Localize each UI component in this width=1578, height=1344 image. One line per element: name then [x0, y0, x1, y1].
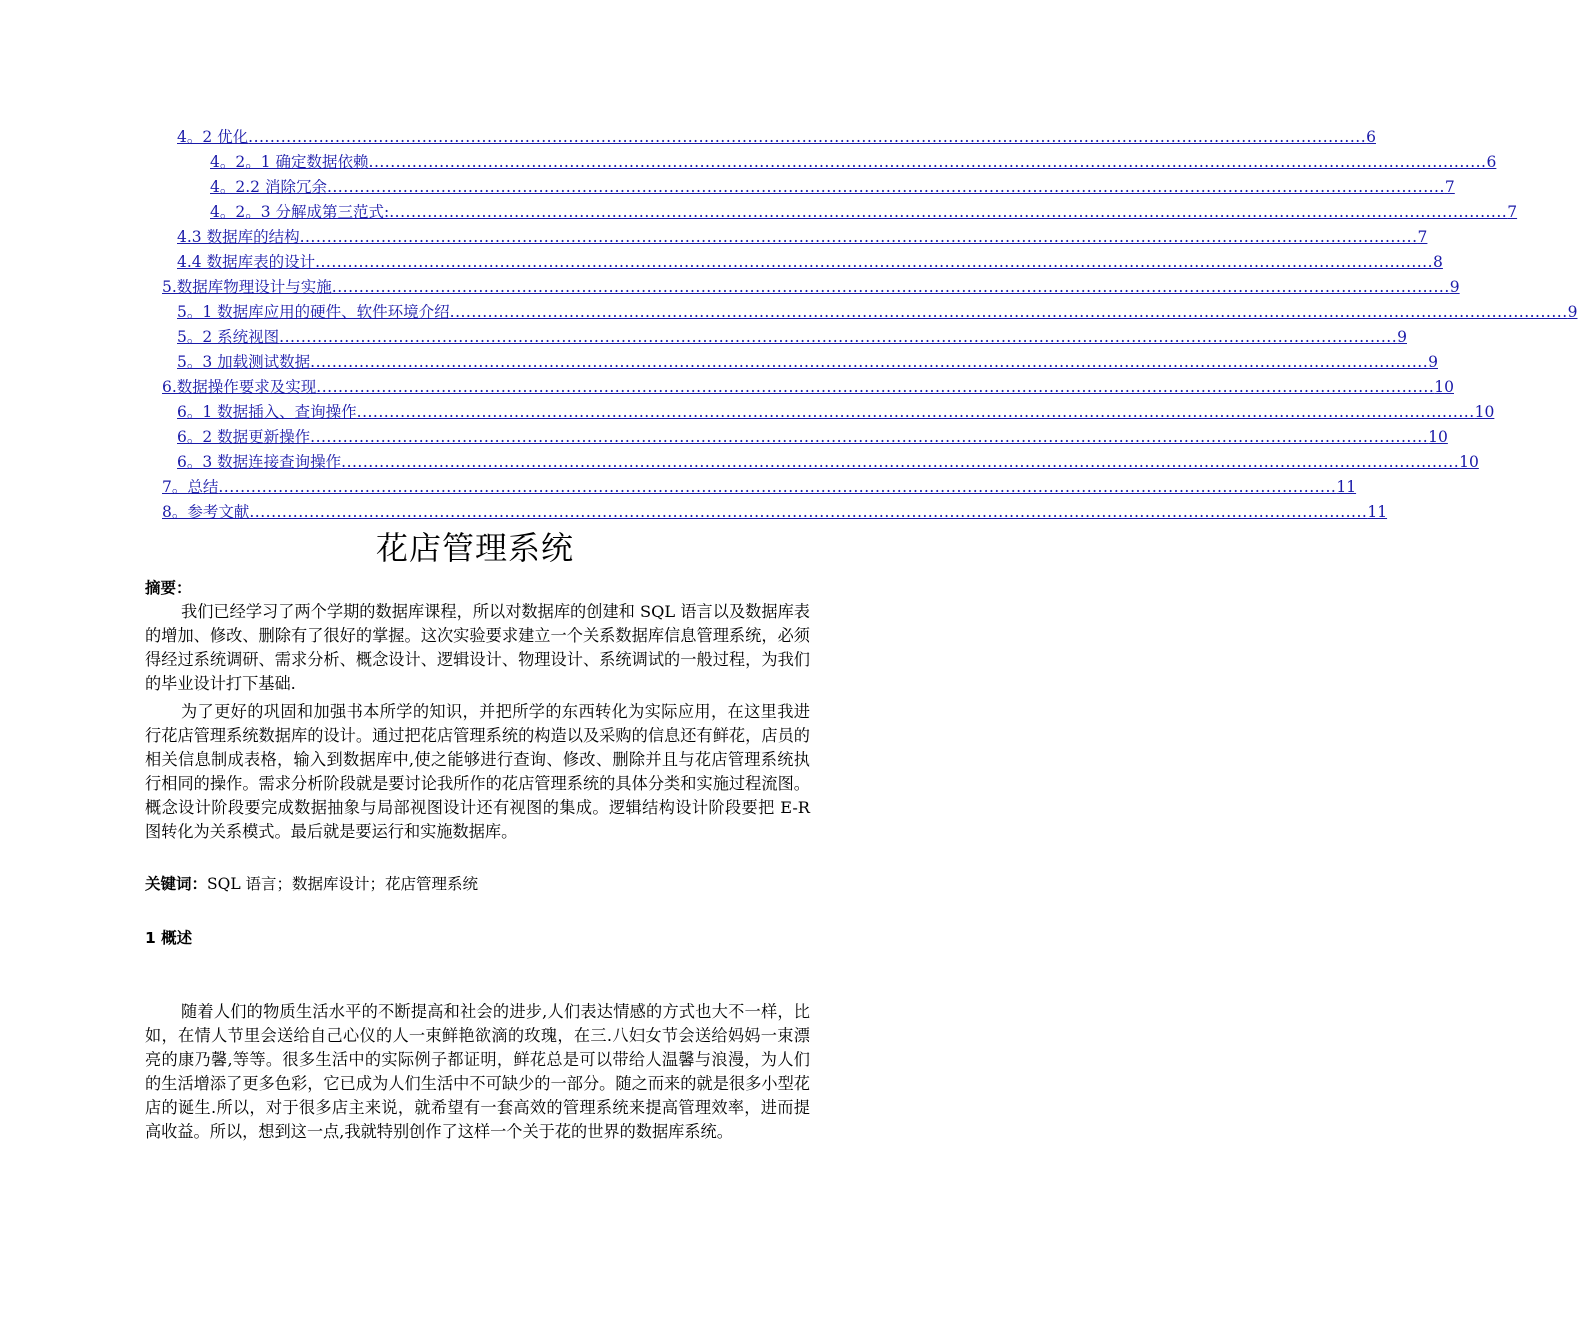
toc-entry[interactable]: 5.数据库物理设计与实施 .............................................................................................................................................................................................................. 9	[162, 278, 1460, 296]
toc-entry[interactable]: 4.3 数据库的结构 .............................................................................................................................................................................................................. 7	[177, 228, 1428, 246]
toc-entry-page: 6	[1486, 153, 1497, 171]
toc-entry-page: 9	[1449, 278, 1460, 296]
toc-entry-label: 4。2。3 分解成第三范式:	[210, 203, 390, 221]
keywords	[145, 872, 478, 896]
abstract-label: 摘要：	[145, 579, 192, 597]
toc-entry[interactable]: 7。总结 .............................................................................................................................................................................................................. 11	[162, 478, 1357, 496]
toc-entry-page: 7	[1507, 203, 1518, 221]
toc-entry-page: 7	[1417, 228, 1428, 246]
toc-entry-page: 11	[1367, 503, 1388, 521]
toc-entry-label: 6.数据操作要求及实现	[162, 378, 317, 396]
toc-entry[interactable]: 4。2.2 消除冗余 .............................................................................................................................................................................................................. 7	[210, 178, 1455, 196]
toc-entry-label: 4。2。1 确定数据依赖	[210, 153, 369, 171]
abstract-paragraph-2: 为了更好的巩固和加强书本所学的知识，并把所学的东西转化为实际应用，在这里我进行花店管理系统数据库的设计。通过把花店管理系统的构造以及采购的信息还有鲜花，店员的相关信息制成表格，输入到数据库中,使之能够进行查询、修改、删除并且与花店管理系统执行相同的操作。需求分析阶段就是要讨论我所作的花店管理系统的具体分类和实施过程流图。概念设计阶段要完成数据抽象与局部视图设计还有视图的集成。逻辑结构设计阶段要把 E-R 图转化为关系模式。最后就是要运行和实施数据库。	[145, 702, 810, 841]
toc-entry-label: 8。参考文献	[162, 503, 250, 521]
toc-entry[interactable]: 4。2。3 分解成第三范式: .............................................................................................................................................................................................................. 7	[210, 203, 1518, 221]
toc-entry-page: 10	[1434, 378, 1454, 396]
toc-entry-page: 6	[1366, 128, 1376, 146]
document-title: 花店管理系统	[375, 529, 574, 567]
toc-entry-label: 4。2 优化	[177, 128, 249, 146]
section-1-heading: 1 概述	[145, 929, 193, 947]
toc-entry-label: 4.4 数据库表的设计	[177, 253, 316, 271]
toc-entry-page: 9	[1567, 303, 1578, 321]
keywords-text: SQL 语言；数据库设计；花店管理系统	[207, 875, 479, 893]
toc-entry-label: 5.数据库物理设计与实施	[162, 278, 332, 296]
toc-entry-label: 5。1 数据库应用的硬件、软件环境介绍	[177, 303, 450, 321]
toc-entry[interactable]: 4.4 数据库表的设计 .............................................................................................................................................................................................................. 8	[177, 253, 1443, 271]
toc-entry-label: 6。1 数据插入、查询操作	[177, 403, 357, 421]
toc-entry[interactable]: 6。3 数据连接查询操作 .............................................................................................................................................................................................................. 10	[177, 453, 1479, 471]
toc-entry-page: 10	[1428, 428, 1448, 446]
toc-entry[interactable]: 6.数据操作要求及实现 .............................................................................................................................................................................................................. 10	[162, 378, 1454, 396]
toc-entry[interactable]: 4。2 优化 .............................................................................................................................................................................................................. 6	[177, 128, 1376, 146]
toc-entry-page: 11	[1336, 478, 1357, 496]
toc-entry-label: 7。总结	[162, 478, 219, 496]
toc-entry-label: 4.3 数据库的结构	[177, 228, 300, 246]
toc-entry-page: 9	[1397, 328, 1407, 346]
toc-entry-label: 6。2 数据更新操作	[177, 428, 311, 446]
toc-entry-page: 8	[1433, 253, 1443, 271]
toc-entry-label: 6。3 数据连接查询操作	[177, 453, 342, 471]
toc-entry-page: 10	[1474, 403, 1495, 421]
toc-entry[interactable]: 8。参考文献 .............................................................................................................................................................................................................. 11	[162, 503, 1388, 521]
toc-entry-label: 5。3 加载测试数据	[177, 353, 311, 371]
toc-entry-label: 5。2 系统视图	[177, 328, 280, 346]
toc-entry-label: 4。2.2 消除冗余	[210, 178, 327, 196]
toc-entry-page: 7	[1444, 178, 1455, 196]
keywords-label: 关键词：	[145, 875, 208, 893]
toc-entry[interactable]: 6。2 数据更新操作 .............................................................................................................................................................................................................. 10	[177, 428, 1448, 446]
toc-entry[interactable]: 5。1 数据库应用的硬件、软件环境介绍 .............................................................................................................................................................................................................. 9	[177, 303, 1578, 321]
toc-entry[interactable]: 4。2。1 确定数据依赖 .............................................................................................................................................................................................................. 6	[210, 153, 1497, 171]
toc-entry-page: 9	[1428, 353, 1438, 371]
abstract-paragraph-1: 我们已经学习了两个学期的数据库课程，所以对数据库的创建和 SQL 语言以及数据库表的增加、修改、删除有了很好的掌握。这次实验要求建立一个关系数据库信息管理系统，必须得经过系统调研、需求分析、概念设计、逻辑设计、物理设计、系统调试的一般过程，为我们的毕业设计打下基础.	[145, 602, 810, 693]
toc-entry-page: 10	[1459, 453, 1479, 471]
toc-entry[interactable]: 6。1 数据插入、查询操作 .............................................................................................................................................................................................................. 10	[177, 403, 1495, 421]
toc-entry[interactable]: 5。3 加载测试数据 .............................................................................................................................................................................................................. 9	[177, 353, 1438, 371]
toc-entry[interactable]: 5。2 系统视图 .............................................................................................................................................................................................................. 9	[177, 328, 1407, 346]
section-1-paragraph: 随着人们的物质生活水平的不断提高和社会的进步,人们表达情感的方式也大不一样，比如，在情人节里会送给自己心仪的人一束鲜艳欲滴的玫瑰，在三.八妇女节会送给妈妈一束漂亮的康乃馨,等等。很多生活中的实际例子都证明，鲜花总是可以带给人温馨与浪漫，为人们的生活增添了更多色彩，它已成为人们生活中不可缺少的一部分。随之而来的就是很多小型花店的诞生.所以，对于很多店主来说，就希望有一套高效的管理系统来提高管理效率，进而提高收益。所以，想到这一点,我就特别创作了这样一个关于花的世界的数据库系统。	[145, 1002, 810, 1141]
